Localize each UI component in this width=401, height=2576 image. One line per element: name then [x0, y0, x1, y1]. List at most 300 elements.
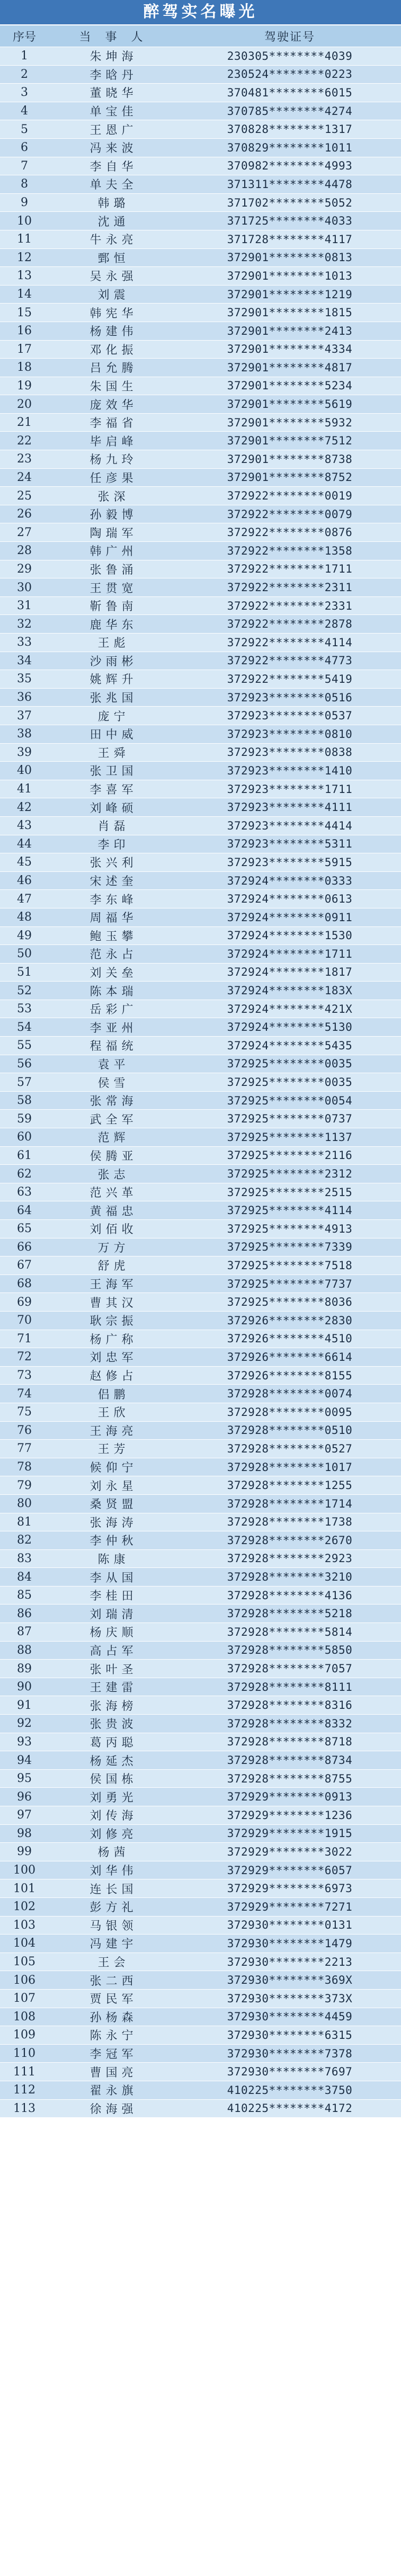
row-seq: 48: [0, 908, 49, 926]
row-license: 372922********4773: [179, 652, 401, 670]
table-row: [0, 65, 401, 84]
row-name: 李印: [49, 835, 179, 853]
row-seq: 85: [0, 1586, 49, 1605]
table-row: [0, 413, 401, 432]
table-row: [0, 1476, 401, 1495]
table-row: [0, 395, 401, 414]
row-seq: 16: [0, 322, 49, 340]
row-license: 372901********7512: [179, 432, 401, 450]
table-row: [0, 212, 401, 230]
table-row: [0, 1055, 401, 1073]
row-license: 372925********4114: [179, 1201, 401, 1220]
row-name: 鲍玉攀: [49, 926, 179, 945]
row-license: 372928********2923: [179, 1549, 401, 1568]
row-license: 372928********0074: [179, 1385, 401, 1403]
table-body: [0, 47, 401, 2118]
row-name: 王贯宽: [49, 578, 179, 597]
row-seq: 88: [0, 1641, 49, 1660]
row-seq: 53: [0, 1000, 49, 1018]
row-license: 372901********1013: [179, 267, 401, 286]
table-row: [0, 1531, 401, 1550]
table-row: [0, 1256, 401, 1275]
table-row: [0, 2063, 401, 2081]
table-row: [0, 267, 401, 286]
row-seq: 95: [0, 1769, 49, 1788]
row-name: 曹其汉: [49, 1293, 179, 1312]
row-license: 372928********0095: [179, 1403, 401, 1421]
row-name: 张海涛: [49, 1513, 179, 1531]
row-license: 372929********7271: [179, 1897, 401, 1916]
table-row: [0, 1843, 401, 1861]
row-name: 韩广州: [49, 542, 179, 560]
table-row: [0, 945, 401, 964]
row-name: 刘峰硕: [49, 798, 179, 817]
row-seq: 70: [0, 1311, 49, 1330]
row-name: 袁平: [49, 1055, 179, 1073]
row-name: 李东峰: [49, 890, 179, 908]
row-seq: 98: [0, 1824, 49, 1843]
row-seq: 61: [0, 1146, 49, 1165]
row-license: 372925********4913: [179, 1220, 401, 1238]
row-name: 张二西: [49, 1971, 179, 1990]
row-name: 杨广称: [49, 1330, 179, 1348]
row-seq: 20: [0, 395, 49, 414]
row-seq: 39: [0, 743, 49, 762]
row-seq: 72: [0, 1348, 49, 1367]
row-name: 孙毅博: [49, 505, 179, 523]
row-license: 372928********8755: [179, 1769, 401, 1788]
row-name: 沈通: [49, 212, 179, 230]
row-seq: 32: [0, 615, 49, 634]
row-name: 曹国亮: [49, 2063, 179, 2081]
row-seq: 12: [0, 248, 49, 267]
row-license: 370982********4993: [179, 157, 401, 175]
row-name: 葛丙聪: [49, 1733, 179, 1751]
row-seq: 94: [0, 1751, 49, 1770]
table-row: [0, 1238, 401, 1256]
row-license: 372930********2213: [179, 1953, 401, 1971]
row-seq: 6: [0, 138, 49, 157]
row-name: 刘忠军: [49, 1348, 179, 1367]
table-row: [0, 542, 401, 560]
row-seq: 37: [0, 707, 49, 725]
table-row: [0, 1018, 401, 1037]
row-license: 372924********5435: [179, 1037, 401, 1055]
table-row: [0, 1293, 401, 1312]
table-row: [0, 1183, 401, 1201]
table-row: [0, 120, 401, 139]
table-row: [0, 2081, 401, 2099]
row-name: 王建雷: [49, 1678, 179, 1696]
table-row: [0, 304, 401, 322]
row-name: 徐海强: [49, 2099, 179, 2118]
row-license: 372923********4414: [179, 816, 401, 835]
row-name: 王芳: [49, 1440, 179, 1458]
row-seq: 34: [0, 652, 49, 670]
row-seq: 87: [0, 1623, 49, 1642]
row-seq: 2: [0, 65, 49, 84]
row-name: 毕启峰: [49, 432, 179, 450]
row-name: 赵修占: [49, 1366, 179, 1385]
row-name: 马银领: [49, 1916, 179, 1935]
row-name: 陈本瑞: [49, 982, 179, 1000]
row-license: 372922********0019: [179, 487, 401, 505]
row-license: 372930********373X: [179, 1989, 401, 2008]
table-row: [0, 377, 401, 395]
row-seq: 26: [0, 505, 49, 523]
row-license: 372924********421X: [179, 1000, 401, 1018]
table-row: [0, 138, 401, 157]
table-row: [0, 1879, 401, 1898]
row-license: 372928********8111: [179, 1678, 401, 1696]
row-license: 372928********0527: [179, 1440, 401, 1458]
table-row: [0, 1274, 401, 1293]
row-license: 410225********4172: [179, 2099, 401, 2118]
row-name: 庞效华: [49, 395, 179, 414]
row-seq: 69: [0, 1293, 49, 1312]
row-name: 单宝佳: [49, 102, 179, 120]
row-license: 372923********4111: [179, 798, 401, 817]
row-seq: 33: [0, 634, 49, 652]
row-name: 吕允腾: [49, 359, 179, 377]
row-seq: 49: [0, 926, 49, 945]
row-name: 孙杨森: [49, 2008, 179, 2026]
table-row: [0, 1366, 401, 1385]
row-license: 372928********1738: [179, 1513, 401, 1531]
row-name: 翟永旗: [49, 2081, 179, 2099]
row-name: 沙雨彬: [49, 652, 179, 670]
row-name: 靳鲁南: [49, 596, 179, 615]
table-row: [0, 487, 401, 505]
row-name: 桑贤盟: [49, 1494, 179, 1513]
row-license: 372922********4114: [179, 634, 401, 652]
row-name: 刘震: [49, 285, 179, 304]
row-license: 372930********0131: [179, 1916, 401, 1935]
row-seq: 8: [0, 175, 49, 194]
row-license: 372901********1219: [179, 285, 401, 304]
table-row: [0, 102, 401, 120]
row-name: 刘瑞清: [49, 1605, 179, 1623]
row-license: 372925********7737: [179, 1274, 401, 1293]
row-seq: 63: [0, 1183, 49, 1201]
row-name: 范永占: [49, 945, 179, 964]
row-license: 372901********8752: [179, 468, 401, 487]
row-name: 刘修亮: [49, 1824, 179, 1843]
row-name: 张贵波: [49, 1715, 179, 1733]
row-seq: 62: [0, 1165, 49, 1183]
row-seq: 22: [0, 432, 49, 450]
table-row: [0, 285, 401, 304]
table-row: [0, 1037, 401, 1055]
row-name: 武全军: [49, 1110, 179, 1128]
row-name: 鄄恒: [49, 248, 179, 267]
row-seq: 52: [0, 982, 49, 1000]
row-seq: 104: [0, 1935, 49, 1953]
row-license: 372929********6057: [179, 1861, 401, 1879]
row-license: 372928********5850: [179, 1641, 401, 1660]
row-seq: 31: [0, 596, 49, 615]
row-license: 372925********2312: [179, 1165, 401, 1183]
table-row: [0, 835, 401, 853]
table-row: [0, 1513, 401, 1531]
row-name: 张卫国: [49, 762, 179, 780]
row-license: 372926********8155: [179, 1366, 401, 1385]
row-name: 朱国生: [49, 377, 179, 395]
row-name: 李晗丹: [49, 65, 179, 84]
row-seq: 35: [0, 670, 49, 689]
row-license: 372929********1236: [179, 1806, 401, 1825]
row-seq: 79: [0, 1476, 49, 1495]
table-header-row: [0, 25, 401, 47]
row-name: 邓化振: [49, 340, 179, 359]
row-license: 372923********5915: [179, 853, 401, 872]
table-row: [0, 1861, 401, 1879]
row-license: 372925********7518: [179, 1256, 401, 1275]
table-row: [0, 1751, 401, 1770]
row-license: 372929********0913: [179, 1788, 401, 1806]
row-seq: 96: [0, 1788, 49, 1806]
row-name: 李福省: [49, 413, 179, 432]
table-row: [0, 84, 401, 102]
table-row: [0, 468, 401, 487]
row-name: 陶瑞军: [49, 523, 179, 542]
row-name: 韩璐: [49, 193, 179, 212]
row-seq: 86: [0, 1605, 49, 1623]
table-row: [0, 1385, 401, 1403]
table-row: [0, 780, 401, 798]
table-row: [0, 47, 401, 66]
row-license: 372901********5619: [179, 395, 401, 414]
table-row: [0, 1989, 401, 2008]
row-seq: 113: [0, 2099, 49, 2118]
row-name: 张兴利: [49, 853, 179, 872]
row-seq: 107: [0, 1989, 49, 2008]
row-name: 程福统: [49, 1037, 179, 1055]
row-name: 王舜: [49, 743, 179, 762]
table-row: [0, 963, 401, 982]
table-row: [0, 853, 401, 872]
table-row: [0, 1824, 401, 1843]
row-seq: 65: [0, 1220, 49, 1238]
table-row: [0, 2099, 401, 2118]
table-row: [0, 670, 401, 689]
table-row: [0, 762, 401, 780]
row-seq: 108: [0, 2008, 49, 2026]
row-license: 370785********4274: [179, 102, 401, 120]
table-row: [0, 1733, 401, 1751]
row-seq: 67: [0, 1256, 49, 1275]
row-name: 肖磊: [49, 816, 179, 835]
row-name: 任彦果: [49, 468, 179, 487]
table-row: [0, 523, 401, 542]
row-name: 高占军: [49, 1641, 179, 1660]
row-seq: 76: [0, 1421, 49, 1440]
table-row: [0, 1586, 401, 1605]
row-license: 372929********6973: [179, 1879, 401, 1898]
table-row: [0, 908, 401, 926]
row-name: 朱坤海: [49, 47, 179, 66]
row-seq: 23: [0, 450, 49, 469]
header-license: 驾驶证号: [179, 25, 401, 47]
row-seq: 78: [0, 1458, 49, 1476]
row-seq: 56: [0, 1055, 49, 1073]
row-license: 372922********2311: [179, 578, 401, 597]
row-name: 黄福忠: [49, 1201, 179, 1220]
table-row: [0, 432, 401, 450]
row-name: 张鲁涌: [49, 560, 179, 578]
table-row: [0, 1494, 401, 1513]
row-seq: 90: [0, 1678, 49, 1696]
row-license: 372926********6614: [179, 1348, 401, 1367]
row-license: 372923********1711: [179, 780, 401, 798]
row-seq: 47: [0, 890, 49, 908]
row-license: 370828********1317: [179, 120, 401, 139]
table-row: [0, 505, 401, 523]
row-license: 372930********1479: [179, 1935, 401, 1953]
row-license: 372929********3022: [179, 1843, 401, 1861]
row-seq: 84: [0, 1568, 49, 1586]
row-seq: 7: [0, 157, 49, 175]
table-row: [0, 1311, 401, 1330]
row-seq: 91: [0, 1696, 49, 1715]
row-license: 372930********7378: [179, 2044, 401, 2063]
row-name: 姚辉升: [49, 670, 179, 689]
row-license: 372901********1815: [179, 304, 401, 322]
table-row: [0, 1000, 401, 1018]
row-license: 372925********0035: [179, 1055, 401, 1073]
row-license: 372928********5218: [179, 1605, 401, 1623]
row-license: 372930********4459: [179, 2008, 401, 2026]
row-name: 侯国栋: [49, 1769, 179, 1788]
table-row: [0, 1440, 401, 1458]
row-license: 372926********2830: [179, 1311, 401, 1330]
table-row: [0, 1806, 401, 1825]
row-name: 李桂田: [49, 1586, 179, 1605]
row-name: 牛永亮: [49, 230, 179, 248]
row-seq: 64: [0, 1201, 49, 1220]
table-row: [0, 1128, 401, 1147]
table-row: [0, 1935, 401, 1953]
row-name: 侯雪: [49, 1073, 179, 1092]
table-row: [0, 1660, 401, 1678]
row-license: 372923********0810: [179, 725, 401, 743]
row-seq: 43: [0, 816, 49, 835]
row-name: 李喜军: [49, 780, 179, 798]
table-row: [0, 982, 401, 1000]
row-name: 杨庆顺: [49, 1623, 179, 1642]
row-license: 372925********1137: [179, 1128, 401, 1147]
row-seq: 25: [0, 487, 49, 505]
row-name: 范兴革: [49, 1183, 179, 1201]
row-license: 372928********3210: [179, 1568, 401, 1586]
row-license: 372923********1410: [179, 762, 401, 780]
row-name: 张兆国: [49, 688, 179, 707]
row-seq: 101: [0, 1879, 49, 1898]
row-seq: 19: [0, 377, 49, 395]
row-seq: 109: [0, 2026, 49, 2045]
row-name: 王彪: [49, 634, 179, 652]
row-name: 王欣: [49, 1403, 179, 1421]
row-seq: 45: [0, 853, 49, 872]
row-name: 候仰宁: [49, 1458, 179, 1476]
table-row: [0, 359, 401, 377]
row-seq: 21: [0, 413, 49, 432]
row-seq: 60: [0, 1128, 49, 1147]
row-license: 372928********8734: [179, 1751, 401, 1770]
row-seq: 15: [0, 304, 49, 322]
header-seq: 序号: [0, 25, 49, 47]
table-row: [0, 1715, 401, 1733]
row-license: 372901********5234: [179, 377, 401, 395]
row-license: 372928********1017: [179, 1458, 401, 1476]
row-license: 372928********8718: [179, 1733, 401, 1751]
row-license: 372928********8316: [179, 1696, 401, 1715]
table-row: [0, 926, 401, 945]
row-license: 372925********0737: [179, 1110, 401, 1128]
row-name: 李仲秋: [49, 1531, 179, 1550]
table-row: [0, 193, 401, 212]
row-seq: 92: [0, 1715, 49, 1733]
row-name: 鹿华东: [49, 615, 179, 634]
row-name: 周福华: [49, 908, 179, 926]
row-name: 宋述奎: [49, 871, 179, 890]
table-row: [0, 798, 401, 817]
row-name: 李从国: [49, 1568, 179, 1586]
row-seq: 97: [0, 1806, 49, 1825]
table-row: [0, 743, 401, 762]
row-license: 372923********5311: [179, 835, 401, 853]
row-name: 连长国: [49, 1879, 179, 1898]
row-license: 372901********2413: [179, 322, 401, 340]
row-seq: 81: [0, 1513, 49, 1531]
row-seq: 40: [0, 762, 49, 780]
table-row: [0, 1916, 401, 1935]
row-license: 372923********0537: [179, 707, 401, 725]
row-name: 耿宗振: [49, 1311, 179, 1330]
row-seq: 51: [0, 963, 49, 982]
table-row: [0, 450, 401, 469]
row-seq: 4: [0, 102, 49, 120]
table-row: [0, 1201, 401, 1220]
row-license: 372924********1711: [179, 945, 401, 964]
row-license: 230305********4039: [179, 47, 401, 66]
row-seq: 9: [0, 193, 49, 212]
row-seq: 75: [0, 1403, 49, 1421]
row-name: 张深: [49, 487, 179, 505]
table-row: [0, 1348, 401, 1367]
row-seq: 102: [0, 1897, 49, 1916]
row-name: 王恩广: [49, 120, 179, 139]
row-name: 刘传海: [49, 1806, 179, 1825]
table-row: [0, 175, 401, 194]
row-seq: 5: [0, 120, 49, 139]
row-name: 田中威: [49, 725, 179, 743]
row-name: 范辉: [49, 1128, 179, 1147]
row-seq: 38: [0, 725, 49, 743]
row-license: 372923********0516: [179, 688, 401, 707]
table-row: [0, 1110, 401, 1128]
row-seq: 42: [0, 798, 49, 817]
row-license: 372930********6315: [179, 2026, 401, 2045]
row-license: 372922********5419: [179, 670, 401, 689]
table-row: [0, 1678, 401, 1696]
table-row: [0, 596, 401, 615]
table-row: [0, 1623, 401, 1642]
row-seq: 54: [0, 1018, 49, 1037]
row-name: 张海榜: [49, 1696, 179, 1715]
row-seq: 106: [0, 1971, 49, 1990]
row-seq: 71: [0, 1330, 49, 1348]
